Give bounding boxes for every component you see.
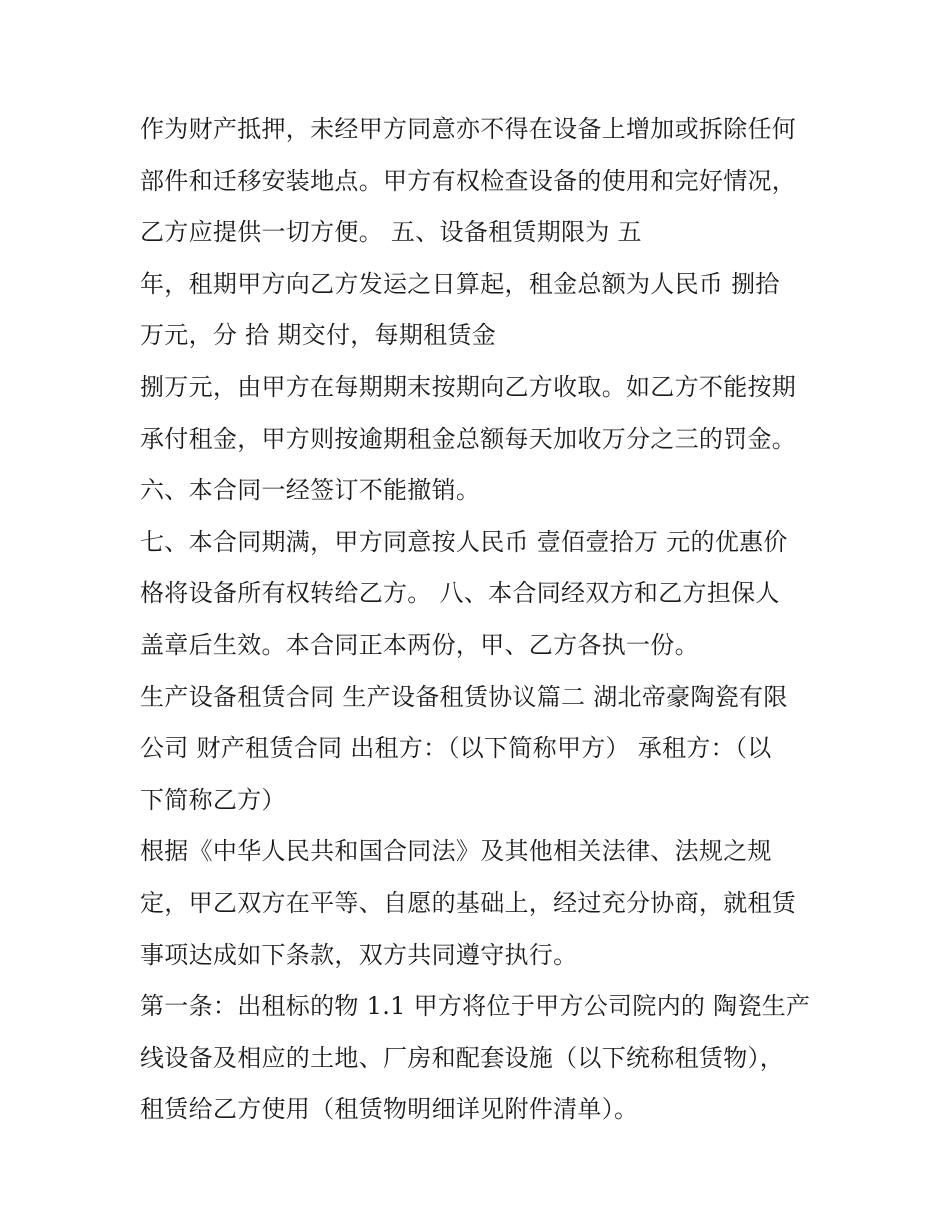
text-line: 六、本合同一经签订不能撤销。 bbox=[140, 476, 481, 505]
text-line: 万元，分 拾 期交付，每期租赁金 bbox=[140, 321, 497, 350]
text-line: 根据《中华人民共和国合同法》及其他相关法律、法规之规 bbox=[140, 837, 772, 866]
text-line: 线设备及相应的土地、厂房和配套设施（以下统称租赁物）， bbox=[140, 1043, 785, 1072]
text-line: 租赁给乙方使用（租赁物明细详见附件清单）。 bbox=[140, 1095, 639, 1124]
text-line: 公司 财产租赁合同 出租方：（以下简称甲方） 承租方：（以 bbox=[140, 734, 772, 763]
text-line: 作为财产抵押，未经甲方同意亦不得在设备上增加或拆除任何 bbox=[140, 115, 797, 143]
text-line: 盖章后生效。本合同正本两份，甲、乙方各执一份。 bbox=[140, 630, 699, 659]
text-line: 承付租金，甲方则按逾期租金总额每天加收万分之三的罚金。 bbox=[140, 424, 797, 453]
text-line: 定，甲乙双方在平等、自愿的基础上，经过充分协商，就租赁 bbox=[140, 888, 797, 917]
text-line: 七、本合同期满，甲方同意按人民币 壹佰壹拾万 元的优惠价 bbox=[140, 527, 788, 556]
text-line: 第一条：出租标的物 1.1 甲方将位于甲方公司院内的 陶瓷生产 bbox=[140, 992, 811, 1021]
text-line: 格将设备所有权转给乙方。 八、本合同经双方和乙方担保人 bbox=[140, 579, 780, 608]
document-body bbox=[140, 104, 830, 1136]
text-line: 部件和迁移安装地点。甲方有权检查设备的使用和完好情况， bbox=[140, 166, 797, 195]
text-line: 生产设备租赁合同 生产设备租赁协议篇二 湖北帝豪陶瓷有限 bbox=[140, 682, 788, 711]
text-line: 下简称乙方） bbox=[140, 785, 286, 814]
text-line: 捌万元，由甲方在每期期末按期向乙方收取。如乙方不能按期 bbox=[140, 372, 797, 401]
text-line: 事项达成如下条款，双方共同遵守执行。 bbox=[140, 940, 578, 969]
text-line: 年，租期甲方向乙方发运之日算起，租金总额为人民币 捌拾 bbox=[140, 269, 780, 298]
text-line: 乙方应提供一切方便。 五、设备租赁期限为 五 bbox=[140, 218, 642, 247]
